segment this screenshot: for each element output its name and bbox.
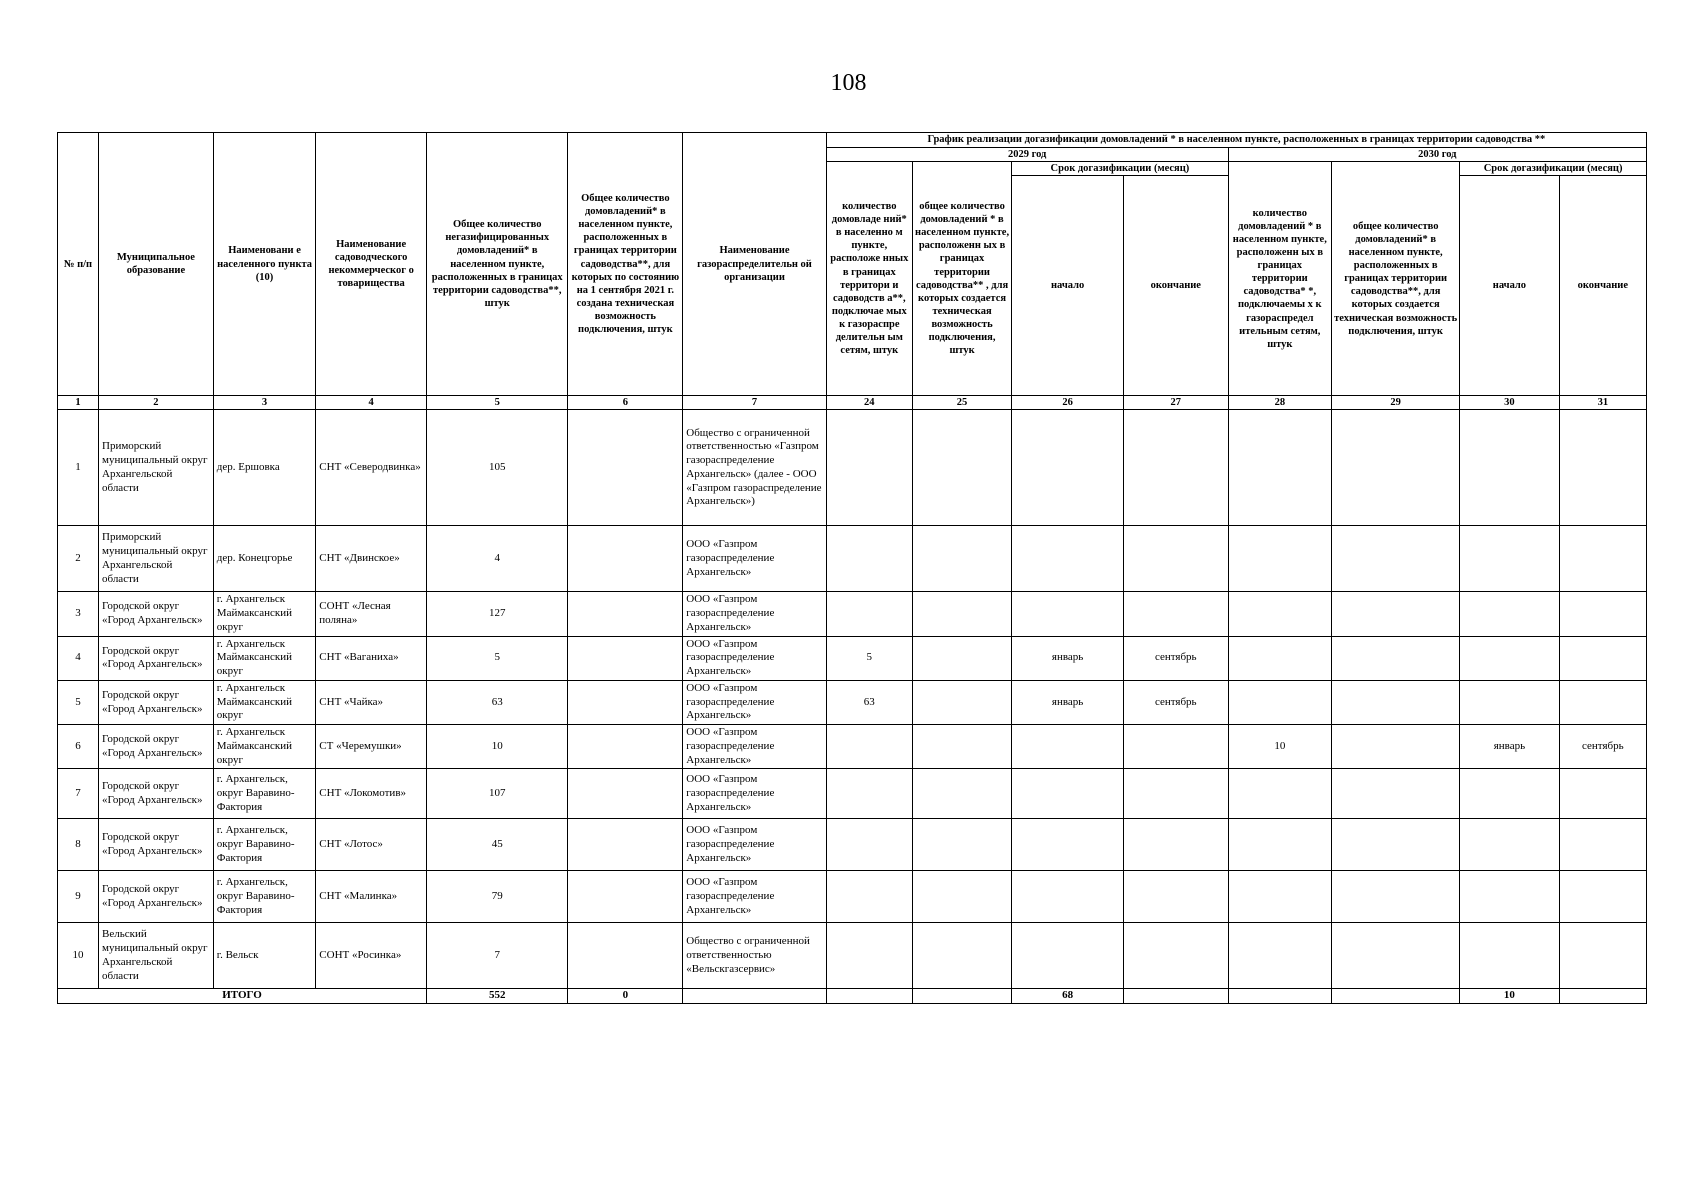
cell-2029-end: сентябрь	[1124, 680, 1229, 724]
cell-2029-possible	[912, 725, 1011, 769]
header-2029-connected: количество домовладе ний* в населенно м пункте, расположе нных в границах территори и садоводств а**, подключае мых к газораспре делительн ым сетям, штук	[826, 162, 912, 396]
table-row	[58, 725, 1647, 769]
cell-2029-connected: 63	[826, 680, 912, 724]
gas-org-cell: ООО «Газпром газораспределение Архангельск»	[683, 725, 827, 769]
cell-2030-end	[1559, 592, 1646, 636]
header-municipality: Муниципальное образование	[99, 133, 214, 396]
table-body	[58, 410, 1647, 989]
settlement-cell: г. Архангельск, округ Варавино-Фактория	[213, 871, 316, 923]
table-row	[58, 680, 1647, 724]
cell-2029-possible	[912, 819, 1011, 871]
cell-2029-possible	[912, 592, 1011, 636]
total-cell: 107	[427, 769, 568, 819]
cell-2030-start	[1460, 923, 1559, 989]
cell-2029-possible	[912, 410, 1011, 526]
gas-org-cell: ООО «Газпром газораспределение Архангельск»	[683, 819, 827, 871]
tech-possible-cell	[568, 680, 683, 724]
header-year-2030: 2030 год	[1228, 148, 1646, 162]
cell-2030-end: сентябрь	[1559, 725, 1646, 769]
cell-2029-possible	[912, 923, 1011, 989]
municipality-cell: Приморский муниципальный округ Архангельской области	[99, 526, 214, 592]
total-cell: 79	[427, 871, 568, 923]
cell-2030-start	[1460, 592, 1559, 636]
total-cell: 10	[427, 725, 568, 769]
cell-2029-connected	[826, 592, 912, 636]
column-number-row	[58, 396, 1647, 410]
cell-2030-connected	[1228, 636, 1332, 680]
row-number: 3	[58, 592, 99, 636]
tech-possible-cell	[568, 592, 683, 636]
row-number: 8	[58, 819, 99, 871]
cell-2030-possible	[1332, 819, 1460, 871]
municipality-cell: Вельский муниципальный округ Архангельской области	[99, 923, 214, 989]
table-row	[58, 636, 1647, 680]
header-schedule: График реализации догазификации домовладений * в населенном пункте, расположенных в границах территории садоводства **	[826, 133, 1646, 148]
cell-2030-possible	[1332, 526, 1460, 592]
cell-2029-possible	[912, 526, 1011, 592]
tech-possible-cell	[568, 410, 683, 526]
table-row	[58, 819, 1647, 871]
cell-2029-connected	[826, 871, 912, 923]
totals-label: ИТОГО	[58, 989, 427, 1004]
gas-org-cell: ООО «Газпром газораспределение Архангельск»	[683, 871, 827, 923]
cell-2029-connected: 5	[826, 636, 912, 680]
cell-2029-connected	[826, 526, 912, 592]
cell-2029-start	[1012, 871, 1124, 923]
table-row	[58, 410, 1647, 526]
cell-2030-connected	[1228, 410, 1332, 526]
settlement-cell: г. Вельск	[213, 923, 316, 989]
snt-cell: СНТ «Северодвинка»	[316, 410, 427, 526]
column-number: 2	[99, 396, 214, 410]
cell-2029-end: сентябрь	[1124, 636, 1229, 680]
table-row	[58, 871, 1647, 923]
snt-cell: СОНТ «Росинка»	[316, 923, 427, 989]
cell-2030-start	[1460, 769, 1559, 819]
municipality-cell: Городской округ «Город Архангельск»	[99, 636, 214, 680]
cell-2029-end	[1124, 819, 1229, 871]
municipality-cell: Городской округ «Город Архангельск»	[99, 769, 214, 819]
totals-empty-25	[912, 989, 1011, 1004]
municipality-cell: Городской округ «Город Архангельск»	[99, 725, 214, 769]
gas-org-cell: ООО «Газпром газораспределение Архангельск»	[683, 680, 827, 724]
snt-cell: СНТ «Локомотив»	[316, 769, 427, 819]
total-cell: 5	[427, 636, 568, 680]
total-cell: 45	[427, 819, 568, 871]
row-number: 9	[58, 871, 99, 923]
totals-2030: 10	[1460, 989, 1559, 1004]
total-cell: 4	[427, 526, 568, 592]
total-cell: 127	[427, 592, 568, 636]
table-row	[58, 923, 1647, 989]
settlement-cell: г. Архангельск, округ Варавино-Фактория	[213, 769, 316, 819]
column-number: 24	[826, 396, 912, 410]
row-number: 1	[58, 410, 99, 526]
row-number: 4	[58, 636, 99, 680]
cell-2029-possible	[912, 636, 1011, 680]
settlement-cell: г. Архангельск, округ Варавино-Фактория	[213, 819, 316, 871]
cell-2029-connected	[826, 819, 912, 871]
totals-empty-27	[1124, 989, 1229, 1004]
cell-2030-end	[1559, 871, 1646, 923]
header-num: № п/п	[58, 133, 99, 396]
column-number: 5	[427, 396, 568, 410]
cell-2029-possible	[912, 871, 1011, 923]
cell-2030-connected	[1228, 592, 1332, 636]
header-2029-end: окончание	[1124, 176, 1229, 396]
cell-2029-start	[1012, 410, 1124, 526]
cell-2029-end	[1124, 526, 1229, 592]
cell-2030-connected	[1228, 819, 1332, 871]
snt-cell: СТ «Черемушки»	[316, 725, 427, 769]
header-settlement: Наименовани е населенного пункта (10)	[213, 133, 316, 396]
cell-2030-end	[1559, 680, 1646, 724]
cell-2029-possible	[912, 769, 1011, 819]
cell-2030-end	[1559, 636, 1646, 680]
cell-2029-end	[1124, 592, 1229, 636]
cell-2029-connected	[826, 410, 912, 526]
snt-cell: СНТ «Ваганиха»	[316, 636, 427, 680]
row-number: 10	[58, 923, 99, 989]
settlement-cell: г. Архангельск Маймаксанский округ	[213, 680, 316, 724]
header-tech-possible: Общее количество домовладений* в населенном пункте, расположенных в границах территории садоводства**, для которых по состоянию на 1 сентября 2021 г. создана техническая возможность подключения, штук	[568, 133, 683, 396]
column-number: 27	[1124, 396, 1229, 410]
cell-2030-possible	[1332, 410, 1460, 526]
cell-2030-start	[1460, 526, 1559, 592]
header-2030-start: начало	[1460, 176, 1559, 396]
cell-2030-connected	[1228, 871, 1332, 923]
gas-org-cell: Общество с ограниченной ответственностью «Газпром газораспределение Архангельск» (далее - ООО «Газпром газораспределение Архангельск»)	[683, 410, 827, 526]
municipality-cell: Городской округ «Город Архангельск»	[99, 871, 214, 923]
header-2029-possible: общее количество домовладений * в населенном пункте, расположенн ых в границах территории садоводства** , для которых создается техническая возможность подключения, штук	[912, 162, 1011, 396]
row-number: 5	[58, 680, 99, 724]
column-number: 25	[912, 396, 1011, 410]
gas-org-cell: ООО «Газпром газораспределение Архангельск»	[683, 636, 827, 680]
cell-2030-connected: 10	[1228, 725, 1332, 769]
gas-org-cell: ООО «Газпром газораспределение Архангельск»	[683, 769, 827, 819]
cell-2030-possible	[1332, 923, 1460, 989]
tech-possible-cell	[568, 769, 683, 819]
row-number: 2	[58, 526, 99, 592]
column-number: 4	[316, 396, 427, 410]
cell-2030-possible	[1332, 725, 1460, 769]
cell-2029-start: январь	[1012, 680, 1124, 724]
total-cell: 105	[427, 410, 568, 526]
column-number: 7	[683, 396, 827, 410]
cell-2030-possible	[1332, 636, 1460, 680]
column-number: 6	[568, 396, 683, 410]
header-2030-possible: общее количество домовладений* в населенном пункте, расположенных в границах территории садоводства**, для которых создается техническая возможность подключения, штук	[1332, 162, 1460, 396]
column-number: 29	[1332, 396, 1460, 410]
totals-total: 552	[427, 989, 568, 1004]
cell-2029-end	[1124, 871, 1229, 923]
snt-cell: СНТ «Двинское»	[316, 526, 427, 592]
municipality-cell: Городской округ «Город Архангельск»	[99, 592, 214, 636]
cell-2029-connected	[826, 769, 912, 819]
cell-2030-end	[1559, 526, 1646, 592]
cell-2030-end	[1559, 923, 1646, 989]
municipality-cell: Городской округ «Город Архангельск»	[99, 680, 214, 724]
table-header	[58, 133, 1647, 410]
cell-2029-start: январь	[1012, 636, 1124, 680]
tech-possible-cell	[568, 923, 683, 989]
tech-possible-cell	[568, 871, 683, 923]
cell-2030-start: январь	[1460, 725, 1559, 769]
cell-2029-possible	[912, 680, 1011, 724]
cell-2030-start	[1460, 636, 1559, 680]
cell-2030-connected	[1228, 680, 1332, 724]
cell-2029-connected	[826, 923, 912, 989]
cell-2030-possible	[1332, 769, 1460, 819]
municipality-cell: Городской округ «Город Архангельск»	[99, 819, 214, 871]
column-number: 31	[1559, 396, 1646, 410]
tech-possible-cell	[568, 725, 683, 769]
cell-2029-end	[1124, 769, 1229, 819]
row-number: 7	[58, 769, 99, 819]
cell-2029-start	[1012, 725, 1124, 769]
totals-row	[58, 989, 1647, 1004]
cell-2030-start	[1460, 819, 1559, 871]
gas-org-cell: ООО «Газпром газораспределение Архангельск»	[683, 526, 827, 592]
header-2029-term: Срок догазификации (месяц)	[1012, 162, 1228, 176]
cell-2030-end	[1559, 410, 1646, 526]
settlement-cell: дер. Ершовка	[213, 410, 316, 526]
cell-2029-start	[1012, 526, 1124, 592]
tech-possible-cell	[568, 636, 683, 680]
municipality-cell: Приморский муниципальный округ Архангельской области	[99, 410, 214, 526]
tech-possible-cell	[568, 526, 683, 592]
cell-2030-connected	[1228, 769, 1332, 819]
header-2030-term: Срок догазификации (месяц)	[1460, 162, 1647, 176]
totals-empty-24	[826, 989, 912, 1004]
cell-2030-connected	[1228, 923, 1332, 989]
totals-empty-31	[1559, 989, 1646, 1004]
cell-2030-possible	[1332, 680, 1460, 724]
header-2030-end: окончание	[1559, 176, 1646, 396]
column-number: 1	[58, 396, 99, 410]
header-year-2029: 2029 год	[826, 148, 1228, 162]
totals-empty-29	[1332, 989, 1460, 1004]
header-snt: Наименование садоводческого некоммерческог о товарищества	[316, 133, 427, 396]
cell-2029-connected	[826, 725, 912, 769]
settlement-cell: г. Архангельск Маймаксанский округ	[213, 592, 316, 636]
snt-cell: СНТ «Чайка»	[316, 680, 427, 724]
cell-2029-start	[1012, 819, 1124, 871]
cell-2030-possible	[1332, 592, 1460, 636]
tech-possible-cell	[568, 819, 683, 871]
cell-2030-possible	[1332, 871, 1460, 923]
table-row	[58, 592, 1647, 636]
cell-2029-end	[1124, 725, 1229, 769]
cell-2030-start	[1460, 410, 1559, 526]
settlement-cell: г. Архангельск Маймаксанский округ	[213, 725, 316, 769]
settlement-cell: дер. Конецгорье	[213, 526, 316, 592]
snt-cell: СНТ «Малинка»	[316, 871, 427, 923]
header-2030-connected: количество домовладений * в населенном пункте, расположенн ых в границах территории садоводства* *, подключаемы х к газораспредел ительным сетям, штук	[1228, 162, 1332, 396]
total-cell: 63	[427, 680, 568, 724]
snt-cell: СОНТ «Лесная поляна»	[316, 592, 427, 636]
column-number: 3	[213, 396, 316, 410]
totals-tech: 0	[568, 989, 683, 1004]
header-total: Общее количество негазифицированных домовладений* в населенном пункте, расположенных в границах территории садоводства**, штук	[427, 133, 568, 396]
cell-2030-start	[1460, 871, 1559, 923]
totals-2029: 68	[1012, 989, 1124, 1004]
cell-2029-start	[1012, 923, 1124, 989]
page-number: 108	[830, 70, 867, 96]
totals-empty-7	[683, 989, 827, 1004]
gas-org-cell: ООО «Газпром газораспределение Архангельск»	[683, 592, 827, 636]
column-number: 28	[1228, 396, 1332, 410]
column-number: 26	[1012, 396, 1124, 410]
header-gas-org: Наименование газораспределительн ой организации	[683, 133, 827, 396]
cell-2030-connected	[1228, 526, 1332, 592]
cell-2029-start	[1012, 769, 1124, 819]
table-row	[58, 526, 1647, 592]
gasification-table	[57, 132, 1647, 1004]
cell-2029-end	[1124, 923, 1229, 989]
table-row	[58, 769, 1647, 819]
row-number: 6	[58, 725, 99, 769]
totals-empty-28	[1228, 989, 1332, 1004]
cell-2030-end	[1559, 819, 1646, 871]
settlement-cell: г. Архангельск Маймаксанский округ	[213, 636, 316, 680]
cell-2030-end	[1559, 769, 1646, 819]
gas-org-cell: Общество с ограниченной ответственностью «Вельскгазсервис»	[683, 923, 827, 989]
total-cell: 7	[427, 923, 568, 989]
cell-2029-end	[1124, 410, 1229, 526]
column-number: 30	[1460, 396, 1559, 410]
cell-2029-start	[1012, 592, 1124, 636]
header-2029-start: начало	[1012, 176, 1124, 396]
cell-2030-start	[1460, 680, 1559, 724]
snt-cell: СНТ «Лотос»	[316, 819, 427, 871]
